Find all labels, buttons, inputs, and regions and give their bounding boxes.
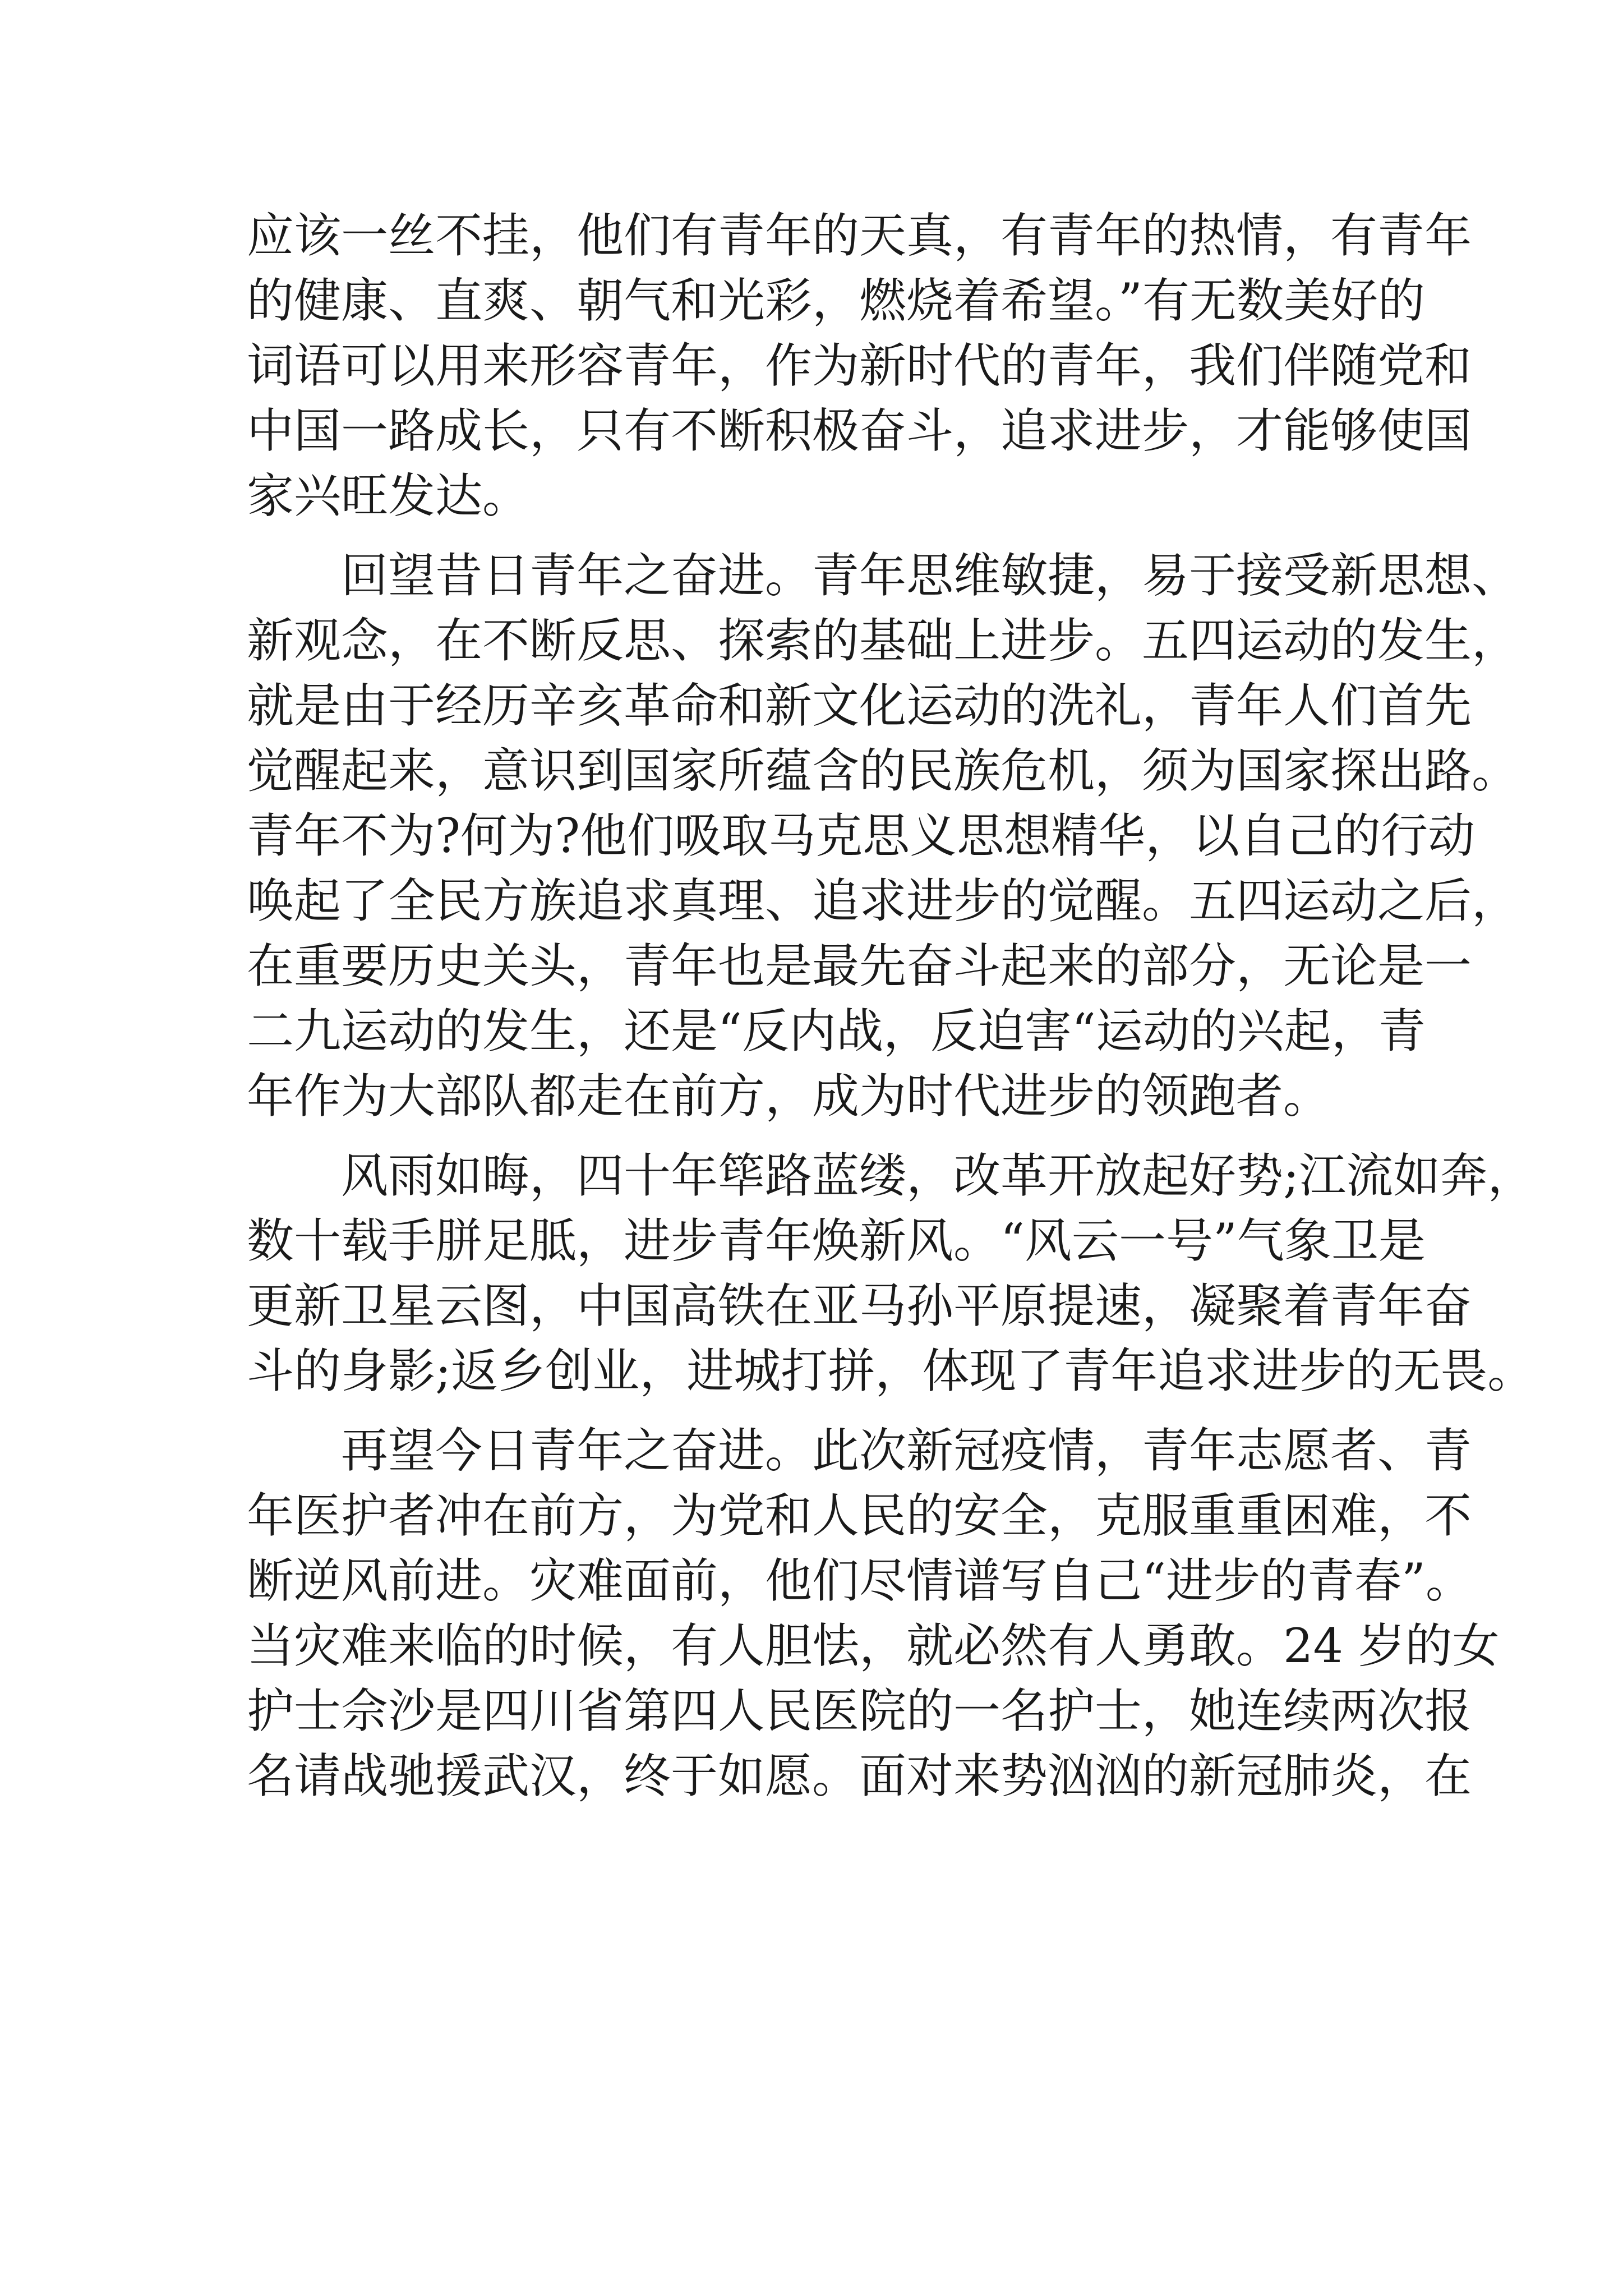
text-line: 断逆风前进。灾难面前，他们尽情谱写自己“进步的青春”。	[247, 1553, 1473, 1608]
paragraph	[247, 1418, 1500, 1809]
text-line: 中国一路成长，只有不断积极奋斗，追求进步，才能够使国	[247, 403, 1472, 458]
text-line: 再望今日青年之奋进。此次新冠疫情，青年志愿者、青	[341, 1423, 1472, 1478]
text-line: 当灾难来临的时候，有人胆怯，就必然有人勇敢。24 岁的女	[247, 1618, 1500, 1673]
text-line: 回望昔日青年之奋进。青年思维敏捷，易于接受新思想、	[341, 548, 1519, 603]
text-line: 应该一丝不挂，他们有青年的天真，有青年的热情，有青年	[247, 208, 1472, 263]
paragraph-gap	[247, 528, 1396, 543]
text-line: 青年不为?何为?他们吸取马克思义思想精华，以自己的行动	[247, 808, 1476, 863]
paragraph-gap	[247, 1129, 1396, 1143]
text-line: 词语可以用来形容青年，作为新时代的青年，我们伴随党和	[247, 338, 1472, 393]
paragraph	[247, 1143, 1535, 1404]
text-line: 年医护者冲在前方，为党和人民的安全，克服重重困难，不	[247, 1488, 1472, 1543]
paragraph-gap	[247, 1404, 1396, 1418]
text-line: 更新卫星云图，中国高铁在亚马孙平原提速，凝聚着青年奋	[247, 1278, 1472, 1333]
text-line: 名请战驰援武汉，终于如愿。面对来势汹汹的新冠肺炎，在	[247, 1749, 1472, 1803]
text-line: 护士佘沙是四川省第四人民医院的一名护士，她连续两次报	[247, 1683, 1472, 1738]
text-line: 年作为大部队都走在前方，成为时代进步的领跑者。	[247, 1069, 1331, 1124]
text-line: 二九运动的发生，还是“反内战，反迫害“运动的兴起，青	[247, 1004, 1426, 1059]
text-line: 唤起了全民方族追求真理、追求进步的觉醒。五四运动之后，	[247, 873, 1519, 928]
body-text	[247, 203, 1535, 1809]
paragraph	[247, 543, 1519, 1129]
text-line: 家兴旺发达。	[247, 468, 530, 523]
text-line: 新观念，在不断反思、探索的基础上进步。五四运动的发生，	[247, 613, 1519, 668]
text-line: 就是由于经历辛亥革命和新文化运动的洗礼，青年人们首先	[247, 678, 1472, 733]
text-line: 觉醒起来，意识到国家所蕴含的民族危机，须为国家探出路。	[247, 743, 1519, 798]
text-line: 的健康、直爽、朝气和光彩，燃烧着希望。”有无数美好的	[247, 273, 1425, 328]
text-line: 风雨如晦，四十年筚路蓝缕，改革开放起好势;江流如奔，	[341, 1148, 1535, 1203]
text-line: 斗的身影;返乡创业，进城打拼，体现了青年追求进步的无畏。	[247, 1343, 1535, 1398]
text-line: 数十载手胼足胝，进步青年焕新风。“风云一号”气象卫是	[247, 1213, 1426, 1268]
text-line: 在重要历史关头，青年也是最先奋斗起来的部分，无论是一	[247, 938, 1472, 993]
paragraph	[247, 203, 1472, 528]
